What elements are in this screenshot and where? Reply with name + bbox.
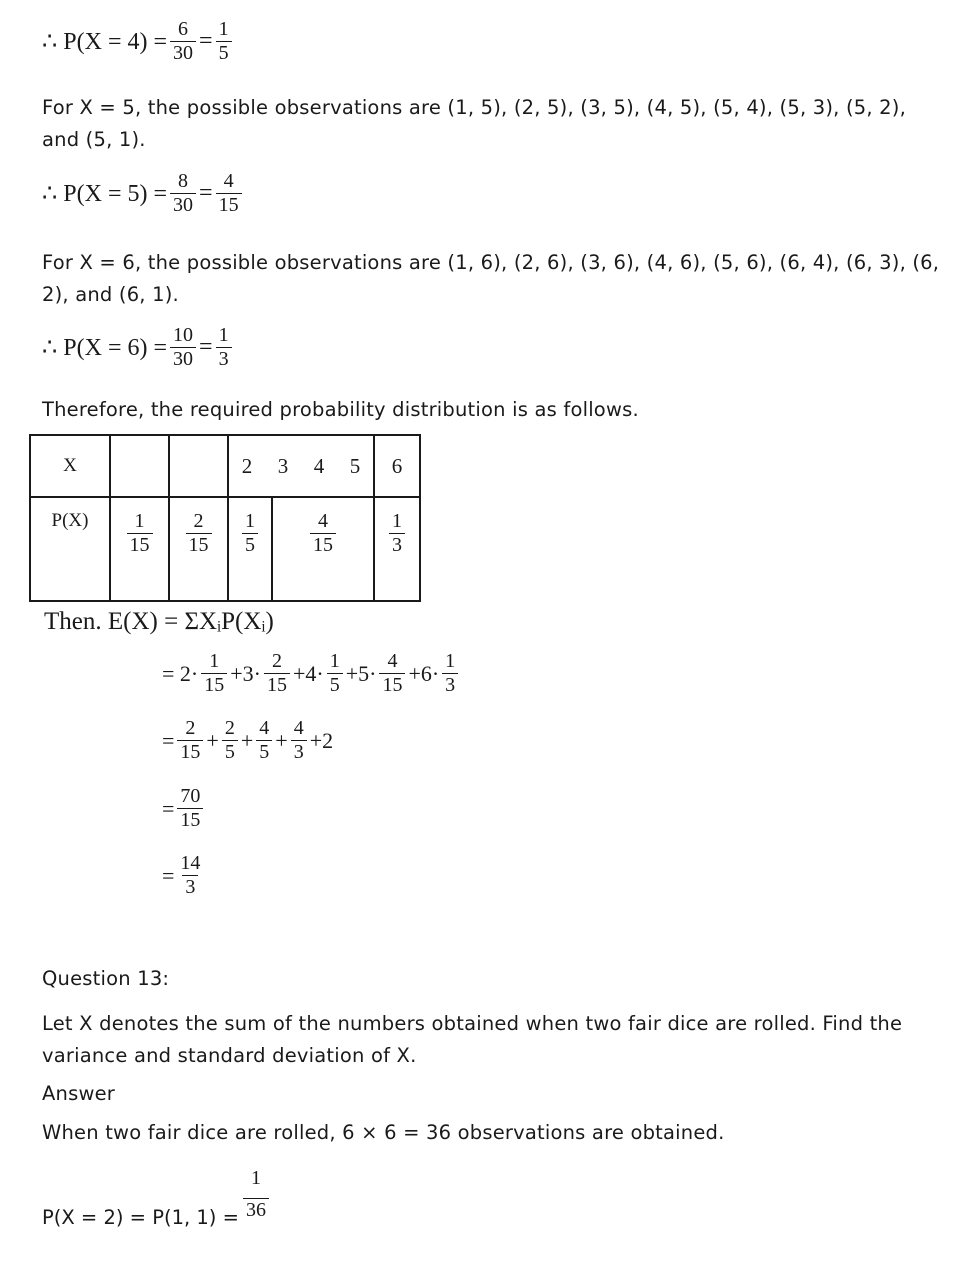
equals-sign: =: [199, 180, 213, 206]
numerator: 1: [329, 650, 340, 672]
numerator: 2: [193, 510, 204, 532]
table-cell-blank: [110, 435, 169, 497]
equation-p-x6: [42, 324, 235, 371]
denominator: 15: [310, 533, 336, 557]
denominator: 30: [170, 193, 196, 217]
denominator: 15: [216, 193, 242, 217]
equation-lhs: ∴ P(X = 6) =: [42, 335, 168, 361]
denominator: 30: [170, 41, 196, 65]
numerator: 1: [218, 18, 229, 40]
numerator: 1: [134, 510, 145, 532]
denominator: 15: [379, 673, 405, 697]
numerator: 8: [178, 170, 189, 192]
term-prefix: +5·: [345, 660, 377, 686]
expectation-then-line: Then. E(X) = ΣXᵢP(Xᵢ): [44, 608, 274, 635]
numerator: 4: [259, 717, 270, 739]
fraction: [170, 170, 196, 217]
denominator: 3: [182, 875, 198, 899]
fraction: [216, 324, 232, 371]
table-cell-blank: [169, 435, 228, 497]
plus-sign: +: [275, 727, 288, 753]
numerator: 2: [224, 717, 235, 739]
answer-label: Answer: [42, 1082, 116, 1105]
equation-lhs: ∴ P(X = 5) =: [42, 181, 168, 207]
question-title: Question 13:: [42, 967, 170, 990]
denominator: 3: [442, 673, 458, 697]
x-value: 4: [313, 453, 325, 478]
denominator: 15: [177, 808, 203, 832]
equals-sign: =: [162, 727, 175, 753]
numerator: 4: [223, 170, 234, 192]
x-value: 3: [277, 453, 289, 478]
numerator: 2: [185, 717, 196, 739]
plus-sign: +: [240, 727, 254, 753]
denominator: 15: [127, 533, 153, 557]
numerator: 1: [209, 650, 220, 672]
expectation-line-1: [162, 650, 461, 697]
equals-sign: =: [199, 334, 213, 360]
table-cell-p: [169, 497, 228, 601]
answer-text: When two fair dice are rolled, 6 × 6 = 36 observations are obtained.: [42, 1121, 725, 1144]
numerator: 4: [293, 717, 304, 739]
denominator: 5: [256, 740, 272, 764]
equals-sign: =: [199, 28, 213, 54]
therefore-text: Therefore, the required probability distribution is as follows.: [42, 398, 639, 421]
term-prefix: +6·: [408, 660, 440, 686]
denominator: 5: [242, 533, 258, 557]
expectation-line-2: [162, 717, 333, 764]
fraction: [170, 324, 196, 371]
numerator: 6: [178, 18, 189, 40]
numerator: 14: [180, 852, 201, 874]
row-label-x: X: [30, 435, 110, 497]
equals-sign: =: [162, 795, 175, 821]
denominator: 15: [177, 740, 203, 764]
numerator: 1: [392, 510, 402, 532]
denominator: 5: [216, 41, 232, 65]
denominator: 36: [243, 1198, 269, 1222]
term-tail: +2: [309, 727, 334, 753]
equation-p-x4: [42, 18, 235, 65]
table-row-x: [30, 435, 420, 497]
numerator: 1: [218, 324, 229, 346]
table-cell-p: [374, 497, 420, 601]
fraction: [170, 18, 196, 65]
x-value: 5: [349, 453, 361, 478]
table-cell-p: [272, 497, 374, 601]
plus-sign: +: [206, 727, 219, 753]
question-text: Let X denotes the sum of the numbers obtained when two fair dice are rolled. Find the variance and standard deviation of X.: [42, 1012, 903, 1067]
paragraph-x5: For X = 5, the possible observations are (1, 5), (2, 5), (3, 5), (4, 5), (5, 4), (5, 3), (5, 2), and (5, 1).: [42, 96, 906, 151]
denominator: 15: [201, 673, 227, 697]
denominator: 15: [264, 673, 290, 697]
equals-sign: =: [162, 862, 175, 888]
expectation-line-4: [162, 852, 206, 899]
fraction: [216, 18, 232, 65]
term-prefix: +4·: [292, 660, 324, 686]
table-cell-x-values: [228, 435, 374, 497]
denominator: 3: [291, 740, 307, 764]
equation-lhs: P(X = 2) = P(1, 1) =: [42, 1206, 239, 1229]
equation-lhs: ∴ P(X = 4) =: [42, 29, 168, 55]
table-cell-p: [228, 497, 272, 601]
x-value: 2: [241, 453, 253, 478]
numerator: 1: [445, 650, 456, 672]
numerator: 1: [245, 510, 255, 532]
probability-distribution-table: [29, 434, 421, 602]
denominator: 3: [216, 347, 232, 371]
numerator: 4: [387, 650, 398, 672]
numerator: 70: [180, 785, 201, 807]
term-prefix: = 2·: [162, 660, 199, 686]
paragraph-x6: For X = 6, the possible observations are (1, 6), (2, 6), (3, 6), (4, 6), (5, 6), (6, 4), (6, 3), (6, 2), and (6, 1).: [42, 251, 940, 306]
numerator: 4: [318, 510, 328, 532]
equation-p-x5: [42, 170, 245, 217]
x-value: 6: [374, 435, 420, 497]
final-equation: [42, 1160, 272, 1229]
denominator: 5: [327, 673, 343, 697]
row-label-px: P(X): [30, 497, 110, 601]
denominator: 15: [186, 533, 212, 557]
denominator: 5: [222, 740, 238, 764]
table-cell-p: [110, 497, 169, 601]
numerator: 2: [271, 650, 282, 672]
numerator: 10: [173, 324, 194, 346]
denominator: 3: [389, 533, 405, 557]
term-prefix: +3·: [230, 660, 261, 686]
expectation-line-3: [162, 785, 206, 832]
table-row-px: [30, 497, 420, 601]
fraction: [216, 170, 242, 217]
numerator: 1: [250, 1167, 261, 1189]
denominator: 30: [170, 347, 196, 371]
